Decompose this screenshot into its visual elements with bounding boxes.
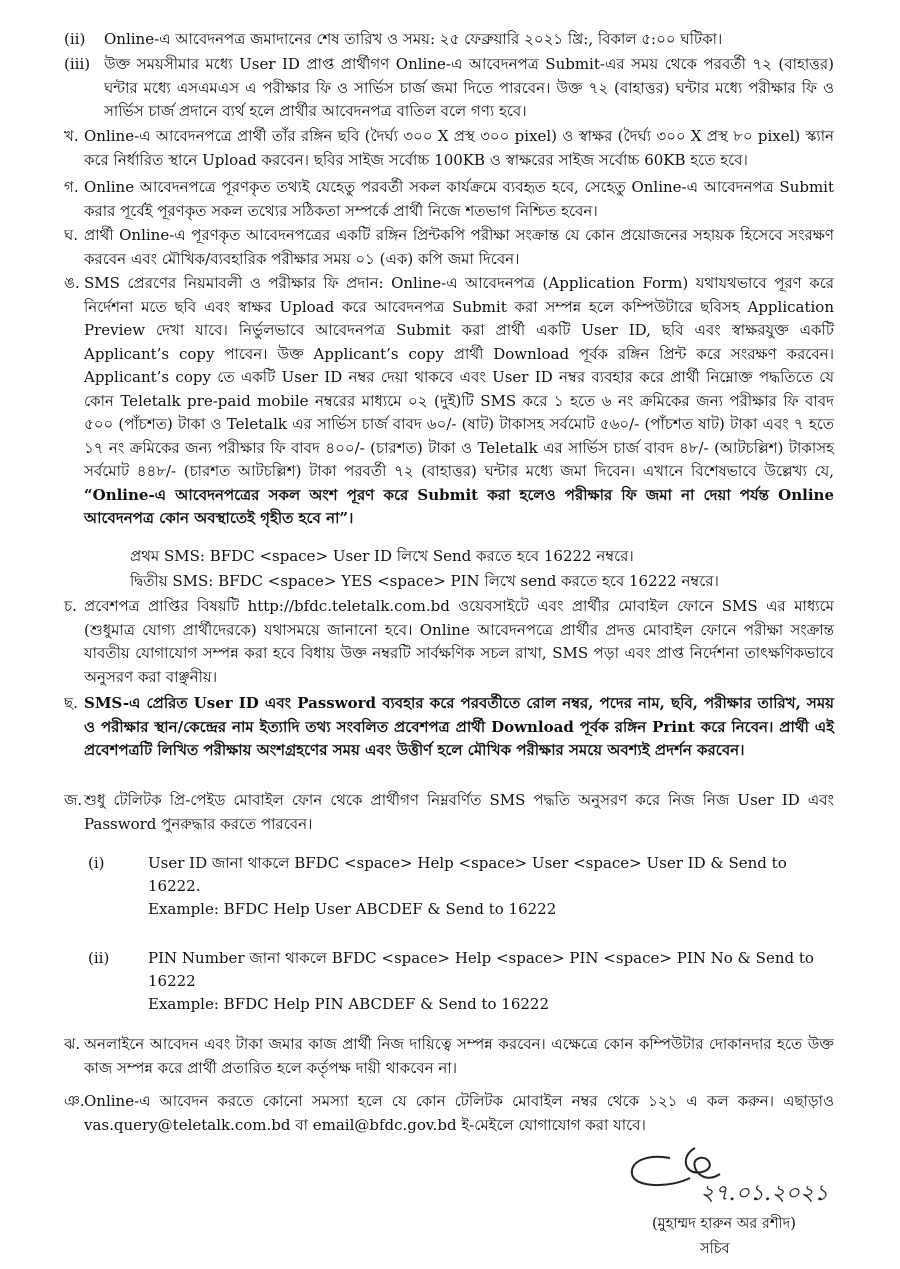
item-cha <box>64 595 834 689</box>
item-label: (ii) <box>64 30 86 48</box>
item-label: চ. <box>64 597 77 615</box>
second-sms-line: দ্বিতীয় SMS: BFDC <space> YES <space> PIN লিখে send করতে হবে 16222 নম্বরে। <box>130 572 719 590</box>
item-text: অনলাইনে আবেদন এবং টাকা জমার কাজ প্রার্থী নিজ দায়িত্বে সম্পন্ন করবেন। এক্ষেত্রে কোন কম্পিউটার দোকানদার হতে উক্ত কাজ সম্পন্ন করে প্রার্থী প্রতারিত হলে কর্তৃপক্ষ দায়ী থাকবেন না। <box>84 1035 834 1077</box>
item-label: ঘ. <box>64 226 79 244</box>
item-text: Online-এ আবেদনপত্রে প্রার্থী তাঁর রঙ্গিন ছবি (দৈর্ঘ্য ৩০০ X প্রস্থ ৩০০ pixel) ও স্বাক্ষর (দৈর্ঘ্য ৩০০ X প্রস্থ ৮০ pixel) স্ক্যান করে নির্ধারিত স্থানে Upload করবেন। ছবির সাইজ সর্বোচ্চ 100KB ও স্বাক্ষরের সাইজ সর্বোচ্চ 60KB হতে হবে। <box>84 127 834 169</box>
sub-text: User ID জানা থাকলে BFDC <space> Help <space> User <space> User ID & Send to 16222. <box>148 854 787 895</box>
item-label: ছ. <box>64 694 78 712</box>
sub-label: (ii) <box>88 949 110 967</box>
item-text: Online-এ আবেদনপত্র জমাদানের শেষ তারিখ ও সময়: ২৫ ফেব্রুয়ারি ২০২১ খ্রি:, বিকাল ৫:০০ ঘটিকা। <box>104 30 723 48</box>
item-text: Online আবেদনপত্রে পূরণকৃত তথ্যই যেহেতু পরবর্তী সকল কার্যক্রমে ব্যবহৃত হবে, সেহেতু Online-এ আবেদনপত্র Submit করার পূর্বেই পূরণকৃত সকল তথ্যের সঠিকতা সম্পর্কে প্রার্থী নিজে শতভাগ নিশ্চিত হবেন। <box>84 178 834 220</box>
item-kha <box>64 125 834 172</box>
recovery-pin <box>88 947 828 1016</box>
item-nya <box>64 1090 834 1137</box>
signature-icon <box>610 1136 860 1214</box>
sub-example: Example: BFDC Help PIN ABCDEF & Send to 16222 <box>148 995 550 1013</box>
item-text: প্রবেশপত্র প্রাপ্তির বিষয়টি http://bfdc.teletalk.com.bd ওয়েবসাইটে এবং প্রার্থীর মোবাইল ফোনে SMS এর মাধ্যমে (শুধুমাত্র যোগ্য প্রার্থীদেরকে) যথাসময়ে জানানো হবে। Online আবেদনপত্রে প্রার্থীর প্রদত্ত মোবাইল ফোনে পরীক্ষা সংক্রান্ত যাবতীয় যোগাযোগ সম্পন্ন করা হবে বিধায় উক্ত নম্বরটি সার্বক্ষণিক সচল রাখা, SMS পড়া এবং প্রাপ্ত নির্দেশনা তাৎক্ষণিকভাবে অনুসরণ করা বাঞ্ছনীয়। <box>84 597 834 686</box>
item-text: SMS-এ প্রেরিত User ID এবং Password ব্যবহার করে পরবর্তীতে রোল নম্বর, পদের নাম, ছবি, পরীক্ষার তারিখ, সময় ও পরীক্ষার স্থান/কেন্দ্রের নাম ইত্যাদি তথ্য সংবলিত প্রবেশপত্র প্রার্থী Download পূর্বক রঙ্গিন Print করে নিবেন। প্রার্থী এই প্রবেশপত্রটি লিখিত পরীক্ষায় অংশগ্রহণের সময় এবং উত্তীর্ণ হলে মৌখিক পরীক্ষার সময়ে অবশ্যই প্রদর্শন করবেন। <box>84 694 834 759</box>
item-ii <box>64 28 834 52</box>
item-text: উক্ত সময়সীমার মধ্যে User ID প্রাপ্ত প্রার্থীগণ Online-এ আবেদনপত্র Submit-এর সময় থেকে পরবর্তী ৭২ (বাহাত্তর) ঘন্টার মধ্যে এসএমএস এ পরীক্ষার ফি ও সার্ভিস চার্জ জমা দিতে পারবেন। উক্ত ৭২ (বাহাত্তর) ঘন্টার মধ্যে পরীক্ষার ফি ও সার্ভিস চার্জ প্রদানে ব্যর্থ হলে প্রার্থীর আবেদনপত্র বাতিল বলে গণ্য হবে। <box>104 55 834 120</box>
item-text: SMS প্রেরণের নিয়মাবলী ও পরীক্ষার ফি প্রদান: Online-এ আবেদনপত্র (Application Form) যথাযথভাবে পূরণ করে নির্দেশনা মতে ছবি এবং স্বাক্ষর Upload করে আবেদনপত্র Submit করা সম্পন্ন হলে কম্পিউটারে ছবিসহ Application Preview দেখা যাবে। নির্ভুলভাবে আবেদনপত্র Submit করা প্রার্থী একটি User ID, ছবি এবং স্বাক্ষরযুক্ত একটি Applicant’s copy পাবেন। উক্ত Applicant’s copy প্রার্থী Download পূর্বক রঙ্গিন প্রিন্ট করে সংরক্ষণ করবেন। Applicant’s copy তে একটি User ID নম্বর দেয়া থাকবে এবং User ID নম্বর ব্যবহার করে প্রার্থী নিম্নোক্ত পদ্ধতিতে যে কোন Teletalk pre-paid mobile নম্বরের মাধ্যমে ০২ (দুই)টি SMS করে ১ হতে ৬ নং ক্রমিকের জন্য পরীক্ষার ফি বাবদ ৫০০ (পাঁচশত) টাকা ও Teletalk এর সার্ভিস চার্জ বাবদ ৬০/- (ষাট) টাকাসহ সর্বমোট ৫৬০/- (পাঁচশত ষাট) টাকা এবং ৭ হতে ১৭ নং ক্রমিকের জন্য পরীক্ষার ফি বাবদ ৪০০/- (চারশত) টাকা ও Teletalk এর সার্ভিস চার্জ বাবদ ৪৮/- (আটচল্লিশ) টাকাসহ সর্বমোট ৪৪৮/- (চারশত আটচল্লিশ) টাকা পরবর্তী ৭২ (বাহাত্তর) ঘন্টার মধ্যে জমা দিবেন। এখানে বিশেষভাবে উল্লেখ্য যে, <box>84 274 834 480</box>
item-text: প্রার্থী Online-এ পূরণকৃত আবেদনপত্রের একটি রঙ্গিন প্রিন্টকপি পরীক্ষা সংক্রান্ত যে কোন প্রয়োজনের সহায়ক হিসেবে সংরক্ষণ করবেন এবং মৌখিক/ব্যবহারিক পরীক্ষার সময় ০১ (এক) কপি জমা দিবেন। <box>84 226 834 268</box>
item-label: (iii) <box>64 55 91 73</box>
item-jha <box>64 1033 834 1080</box>
item-label: জ. <box>64 791 83 809</box>
item-label: ঙ. <box>64 274 80 292</box>
signatory-name: (মুহাম্মদ হারুন অর রশীদ) <box>652 1216 796 1232</box>
signature-date: ২৭.০১.২০২১ <box>700 1181 829 1206</box>
item-label: গ. <box>64 178 79 196</box>
item-text: শুধু টেলিটক প্রি-পেইড মোবাইল ফোন থেকে প্রার্থীগণ নিম্নবর্ণিত SMS পদ্ধতি অনুসরণ করে নিজ নিজ User ID এবং Password পুনরুদ্ধার করতে পারবেন। <box>84 791 834 833</box>
recovery-user-id <box>88 852 828 921</box>
first-sms-line: প্রথম SMS: BFDC <space> User ID লিখে Send করতে হবে 16222 নম্বরে। <box>130 547 634 565</box>
sub-label: (i) <box>88 854 105 872</box>
sub-example: Example: BFDC Help User ABCDEF & Send to 16222 <box>148 900 557 918</box>
important-note: “Online-এ আবেদনপত্রের সকল অংশ পূরণ করে Submit করা হলেও পরীক্ষার ফি জমা না দেয়া পর্যন্ত Online আবেদনপত্র কোন অবস্থাতেই গৃহীত হবে না”। <box>84 485 834 527</box>
item-ja <box>64 789 834 836</box>
sub-text: PIN Number জানা থাকলে BFDC <space> Help <space> PIN <space> PIN No & Send to 16222 <box>148 949 814 990</box>
item-text: Online-এ আবেদন করতে কোনো সমস্যা হলে যে কোন টেলিটক মোবাইল নম্বর থেকে ১২১ এ কল করুন। এছাড়াও vas.query@teletalk.com.bd বা email@bfdc.gov.bd ই-মেইলে যোগাযোগ করা যাবে। <box>84 1092 834 1134</box>
item-ga <box>64 176 834 223</box>
item-label: ঝ. <box>64 1035 81 1053</box>
signatory-title: সচিব <box>700 1241 730 1257</box>
item-uo <box>64 272 834 531</box>
item-label: ঞ. <box>64 1092 85 1110</box>
item-gha <box>64 224 834 271</box>
item-label: খ. <box>64 127 79 145</box>
item-body <box>64 272 834 531</box>
item-chha <box>64 692 834 763</box>
item-iii <box>64 53 834 124</box>
